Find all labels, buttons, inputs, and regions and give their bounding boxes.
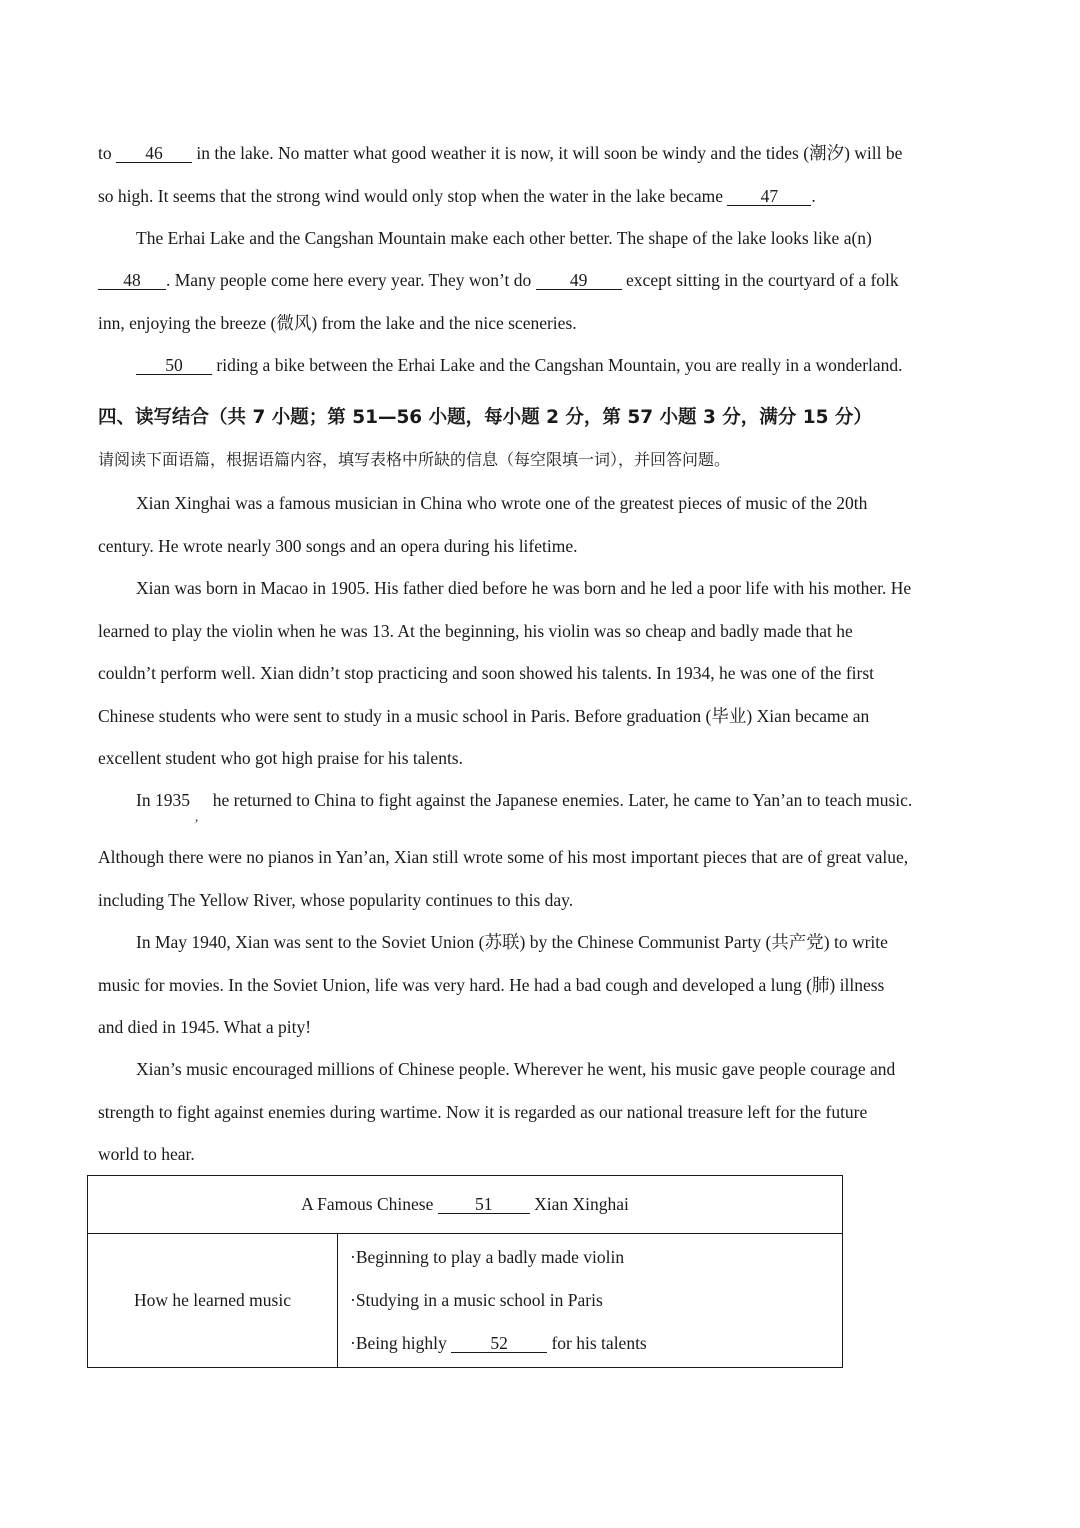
- passage-line: Xian’s music encouraged millions of Chinese people. Wherever he went, his music gave people courage and: [136, 1059, 896, 1079]
- cloze-text: . Many people come here every year. They won’t do: [166, 270, 532, 290]
- blank-47[interactable]: 47: [727, 187, 811, 206]
- passage-line: and died in 1945. What a pity!: [98, 1017, 312, 1037]
- row-content-cell: [338, 1234, 843, 1368]
- item-text: for his talents: [551, 1333, 647, 1353]
- passage-text: he returned to China to fight against the Japanese enemies. Later, he came to Yan’an to teach music.: [212, 790, 913, 810]
- passage-line: Although there were no pianos in Yan’an, Xian still wrote some of his most important pieces that are of great value,: [98, 847, 909, 867]
- passage-text: In 1935: [136, 790, 190, 810]
- stray-comma: ,: [195, 809, 199, 824]
- passage-line: music for movies. In the Soviet Union, life was very hard. He had a bad cough and developed a lung (肺) illness: [98, 975, 885, 995]
- passage-line: Chinese students who were sent to study in a music school in Paris. Before graduation (毕业) Xian became an: [98, 706, 870, 726]
- list-item: ·Studying in a music school in Paris: [350, 1290, 603, 1310]
- table-row: [88, 1234, 843, 1368]
- cloze-text: to: [98, 143, 112, 163]
- blank-46[interactable]: 46: [116, 144, 192, 163]
- passage-line: excellent student who got high praise for his talents.: [98, 748, 463, 768]
- cloze-text: riding a bike between the Erhai Lake and the Cangshan Mountain, you are really in a wonderland.: [216, 355, 903, 375]
- cloze-text: .: [811, 186, 816, 206]
- blank-51[interactable]: 51: [438, 1195, 530, 1214]
- table-title-cell: [88, 1176, 843, 1234]
- item-text: ·Being highly: [350, 1333, 447, 1353]
- blank-48[interactable]: 48: [98, 271, 166, 290]
- list-item: [350, 1322, 842, 1365]
- cloze-line: [98, 269, 899, 291]
- blank-49[interactable]: 49: [536, 271, 622, 290]
- row-label-cell: How he learned music: [88, 1234, 338, 1368]
- table-title-text: Xian Xinghai: [534, 1194, 629, 1214]
- cloze-text: except sitting in the courtyard of a folk: [626, 270, 899, 290]
- passage-line: In May 1940, Xian was sent to the Soviet Union (苏联) by the Chinese Communist Party (共产党) to write: [136, 932, 888, 952]
- cloze-line: inn, enjoying the breeze (微风) from the lake and the nice sceneries.: [98, 313, 577, 333]
- passage-line: Xian was born in Macao in 1905. His father died before he was born and he led a poor life with his mother. He: [136, 578, 912, 598]
- table-title-row: [88, 1176, 843, 1234]
- table-title-text: A Famous Chinese: [301, 1194, 434, 1214]
- cloze-line: [98, 185, 816, 207]
- blank-50[interactable]: 50: [136, 356, 212, 375]
- cloze-line: The Erhai Lake and the Cangshan Mountain make each other better. The shape of the lake looks like a(n): [136, 228, 872, 248]
- passage-line: couldn’t perform well. Xian didn’t stop practicing and soon showed his talents. In 1934, he was one of the first: [98, 663, 875, 683]
- passage-line: strength to fight against enemies during wartime. Now it is regarded as our national treasure left for the future: [98, 1102, 868, 1122]
- info-table: [87, 1175, 843, 1368]
- list-item: ·Beginning to play a badly made violin: [350, 1247, 625, 1267]
- passage-line: including The Yellow River, whose popularity continues to this day.: [98, 890, 574, 910]
- passage-line: world to hear.: [98, 1144, 195, 1164]
- passage-line: century. He wrote nearly 300 songs and an opera during his lifetime.: [98, 536, 578, 556]
- cloze-text: so high. It seems that the strong wind would only stop when the water in the lake became: [98, 186, 724, 206]
- cloze-line: [98, 142, 902, 164]
- section-heading: 四、读写结合（共 7 小题；第 51—56 小题，每小题 2 分，第 57 小题 3 分，满分 15 分）: [98, 407, 872, 428]
- cloze-text: in the lake. No matter what good weather it is now, it will soon be windy and the tides (潮汐) will be: [196, 143, 903, 163]
- passage-line: [136, 789, 912, 811]
- passage-line: Xian Xinghai was a famous musician in China who wrote one of the greatest pieces of music of the 20th: [136, 493, 868, 513]
- blank-52[interactable]: 52: [451, 1334, 547, 1353]
- section-instruction: 请阅读下面语篇，根据语篇内容，填写表格中所缺的信息（每空限填一词），并回答问题。: [98, 450, 731, 469]
- cloze-line: [136, 354, 903, 376]
- passage-line: learned to play the violin when he was 13. At the beginning, his violin was so cheap and badly made that he: [98, 621, 853, 641]
